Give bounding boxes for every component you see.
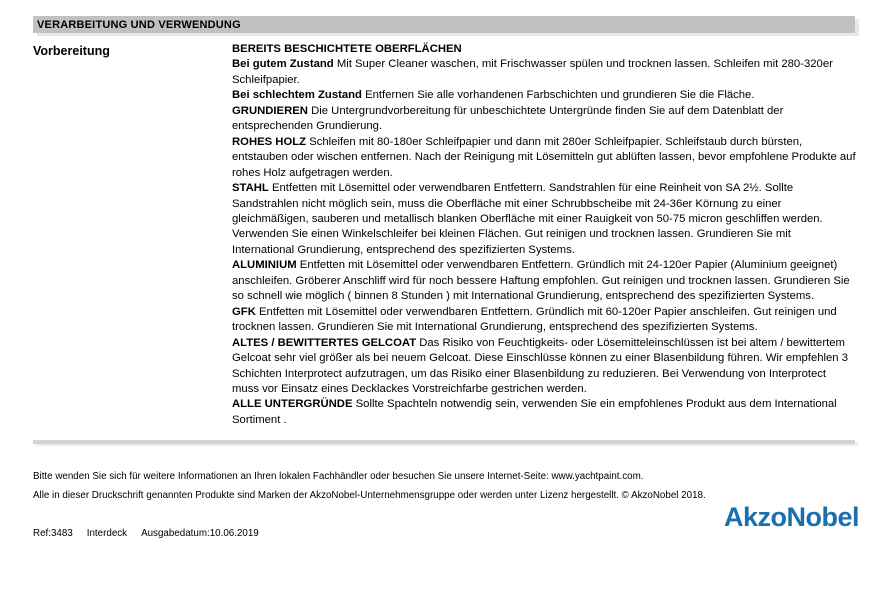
footer-trademark-line: Alle in dieser Druckschrift genannten Produkte sind Marken der AkzoNobel-Unternehmensgruppe oder werden unter Lizenz hergestellt. © AkzoNobel 2018.: [33, 490, 706, 501]
paragraph-text: Sollte Spachteln notwendig sein, verwenden Sie ein empfohlenes Produkt aus dem International Sortiment .: [232, 398, 837, 426]
ref-number: Ref:3483: [33, 528, 73, 539]
para-alle-untergruende: [232, 397, 856, 428]
paragraph-lead: ALTES / BEWITTERTES GELCOAT: [232, 336, 417, 349]
para-gfk: [232, 305, 856, 336]
section-header-bar: [33, 16, 855, 33]
paragraph-lead: ALUMINIUM: [232, 259, 297, 272]
paragraph-lead: Bei gutem Zustand: [232, 58, 334, 71]
para-bei-schlechtem-zustand: [232, 88, 856, 103]
paragraph-text: Die Untergrundvorbereitung für unbeschichtete Untergründe finden Sie auf dem Datenblatt der entsprechenden Grundierung.: [232, 104, 784, 133]
para-stahl: [232, 181, 856, 258]
akzonobel-logo: AkzoNobel: [723, 502, 859, 532]
preparation-label: Vorbereitung: [33, 44, 110, 58]
paragraph-lead: ALLE UNTERGRÜNDE: [232, 398, 353, 411]
footer-info-line: Bitte wenden Sie sich für weitere Informationen an Ihren lokalen Fachhändler oder besuchen Sie unsere Internet-Seite: www.yachtpaint.com.: [33, 471, 644, 482]
paragraph-lead: BEREITS BESCHICHTETE OBERFLÄCHEN: [232, 43, 462, 55]
paragraph-lead: GFK: [232, 305, 256, 318]
paragraph-text: Mit Super Cleaner waschen, mit Frischwasser spülen und trocknen lassen. Schleifen mit 280-320er Schleifpapier.: [232, 58, 833, 86]
paragraph-lead: Bei schlechtem Zustand: [232, 89, 362, 102]
preparation-body: [232, 42, 856, 428]
footer-divider: [33, 440, 855, 444]
para-bereits-beschichtete-oberflaechen: [232, 42, 856, 57]
footer-ref-row: [33, 528, 259, 539]
paragraph-lead: GRUNDIEREN: [232, 104, 308, 117]
para-altes-bewittertes-gelcoat: [232, 336, 856, 398]
paragraph-lead: STAHL: [232, 182, 269, 195]
paragraph-text: Entfernen Sie alle vorhandenen Farbschichten und grundieren Sie die Fläche.: [365, 89, 755, 102]
para-rohes-holz: [232, 135, 856, 181]
paragraph-text: Entfetten mit Lösemittel oder verwendbaren Entfettern. Gründlich mit 24-120er Papier (Aluminium geeignet) anschleifen. Gröberer Anschliff wird für noch bessere Haftung empfohlen. Gut reinigen und trocknen lassen. Grundieren Sie so schnell wie möglich ( binnen 8 Stunden ) mit International Grundierung, entsprechend des spezifizierten Systems.: [232, 259, 850, 303]
paragraph-text: Das Risiko von Feuchtigkeits- oder Lösemitteleinschlüssen ist bei altem / bewittertem Gelcoat sehr viel größer als bei neuem Gelcoat. Diese Einschlüsse können zu einer Blasenbildung führen. Wir empfehlen 3 Schichten Interprotect aufzutragen, um das Risiko einer Blasenbildung zu reduzieren. Bei Verwendung von Interprotect muss vor Einsatz eines Decklackes Vorstreichfarbe gestrichen werden.: [232, 336, 849, 395]
issue-date: Ausgabedatum:10.06.2019: [141, 528, 259, 539]
paragraph-text: Entfetten mit Lösemittel oder verwendbaren Entfettern. Gründlich mit 60-120er Papier anschleifen. Gut reinigen und trocknen lassen. Grundieren Sie mit International Grundierung, entsprechend des spezifizierten Systems.: [232, 305, 837, 334]
para-bei-gutem-zustand: [232, 57, 856, 88]
para-aluminium: [232, 258, 856, 304]
paragraph-lead: ROHES HOLZ: [232, 135, 307, 148]
para-grundieren: [232, 104, 856, 135]
paragraph-text: Entfetten mit Lösemittel oder verwendbaren Entfettern. Sandstrahlen für eine Reinheit von SA 2½. Sollte Sandstrahlen nicht möglich sein, muss die Oberfläche mit einer Schrubbscheibe mit 24-36er Körnung zu einer gleichmäßigen, sauberen und metallisch blanken Oberfläche mit einer Rauigkeit von 50-75 micron geschliffen werden. Verwenden Sie einen Winkelschleifer bei kleinen Flächen. Gut reinigen und trocknen lassen. Grundieren Sie mit International Grundierung, entsprechend des spezifizierten Systems.: [232, 182, 823, 256]
paragraph-text: Schleifen mit 80-180er Schleifpapier und dann mit 280er Schleifpapier. Schleifstaub durch bürsten, entstauben oder wischen entfernen. Nach der Reinigung mit Lösemitteln gut ablüften lassen, bevor empfohlene Produkte auf rohes Holz aufgetragen werden.: [232, 135, 856, 179]
section-header-title: VERARBEITUNG UND VERWENDUNG: [37, 18, 241, 31]
product-name: Interdeck: [86, 528, 128, 539]
